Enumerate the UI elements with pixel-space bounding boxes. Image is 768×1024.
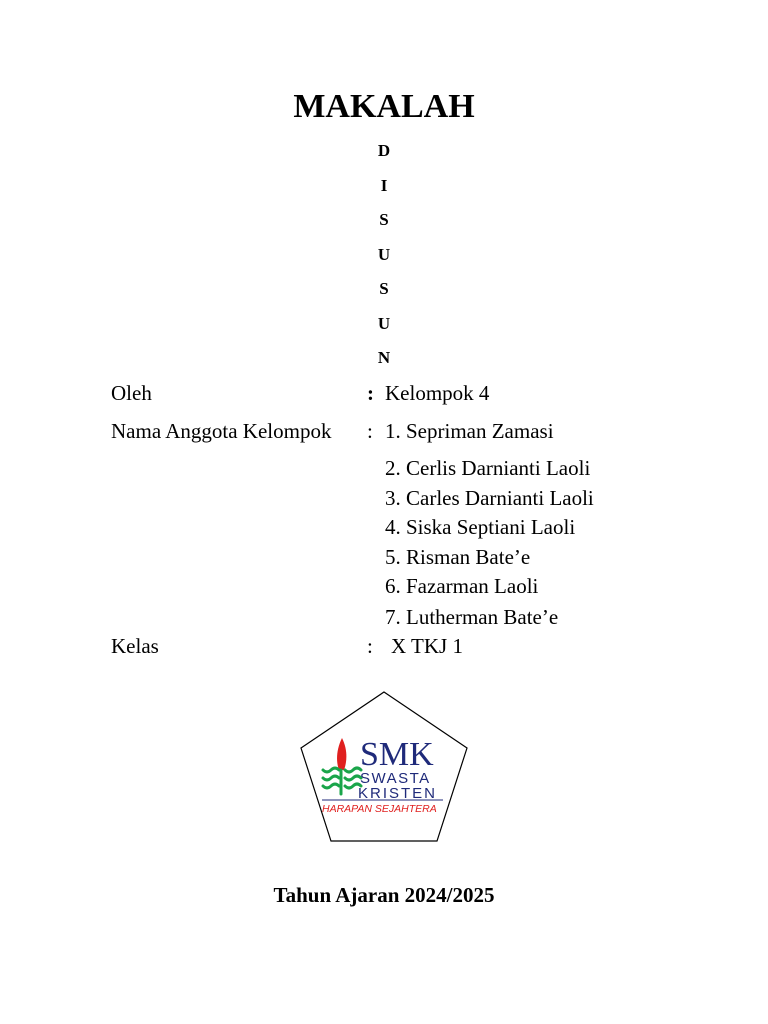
field-oleh-value: Kelompok 4 xyxy=(385,381,490,405)
page-title: MAKALAH xyxy=(293,88,475,125)
field-kelas-label: Kelas xyxy=(111,634,159,658)
logo-text-smk: SMK xyxy=(360,736,434,773)
field-anggota-label: Nama Anggota Kelompok xyxy=(111,419,332,443)
logo-text-harapan: HARAPAN SEJAHTERA xyxy=(322,803,437,815)
field-anggota-colon: : xyxy=(367,419,373,443)
logo-text-swasta: SWASTA xyxy=(360,770,431,787)
disusun-letter: N xyxy=(377,348,391,367)
disusun-vertical-text xyxy=(0,139,768,381)
member-item: 2. Cerlis Darnianti Laoli xyxy=(385,456,591,480)
member-item: 7. Lutherman Bate’e xyxy=(385,605,559,629)
member-item: 5. Risman Bate’e xyxy=(385,545,531,569)
disusun-letter: U xyxy=(377,244,391,264)
footer-academic-year: Tahun Ajaran 2024/2025 xyxy=(273,883,495,907)
disusun-letter: S xyxy=(379,279,389,298)
field-oleh-label: Oleh xyxy=(111,381,152,405)
disusun-letter: I xyxy=(380,175,388,195)
field-kelas-value: X TKJ 1 xyxy=(391,634,463,658)
disusun-letter: U xyxy=(377,313,391,333)
logo-text-kristen: KRISTEN xyxy=(358,785,438,802)
member-item: 3. Carles Darnianti Laoli xyxy=(385,486,594,510)
disusun-letter: D xyxy=(377,141,391,160)
member-item: 1. Sepriman Zamasi xyxy=(385,419,554,443)
school-logo xyxy=(298,690,470,844)
field-oleh-colon: : xyxy=(367,381,374,405)
disusun-letter: S xyxy=(379,210,389,229)
member-item: 6. Fazarman Laoli xyxy=(385,574,539,598)
field-kelas-colon: : xyxy=(367,634,373,658)
member-item: 4. Siska Septiani Laoli xyxy=(385,515,576,539)
